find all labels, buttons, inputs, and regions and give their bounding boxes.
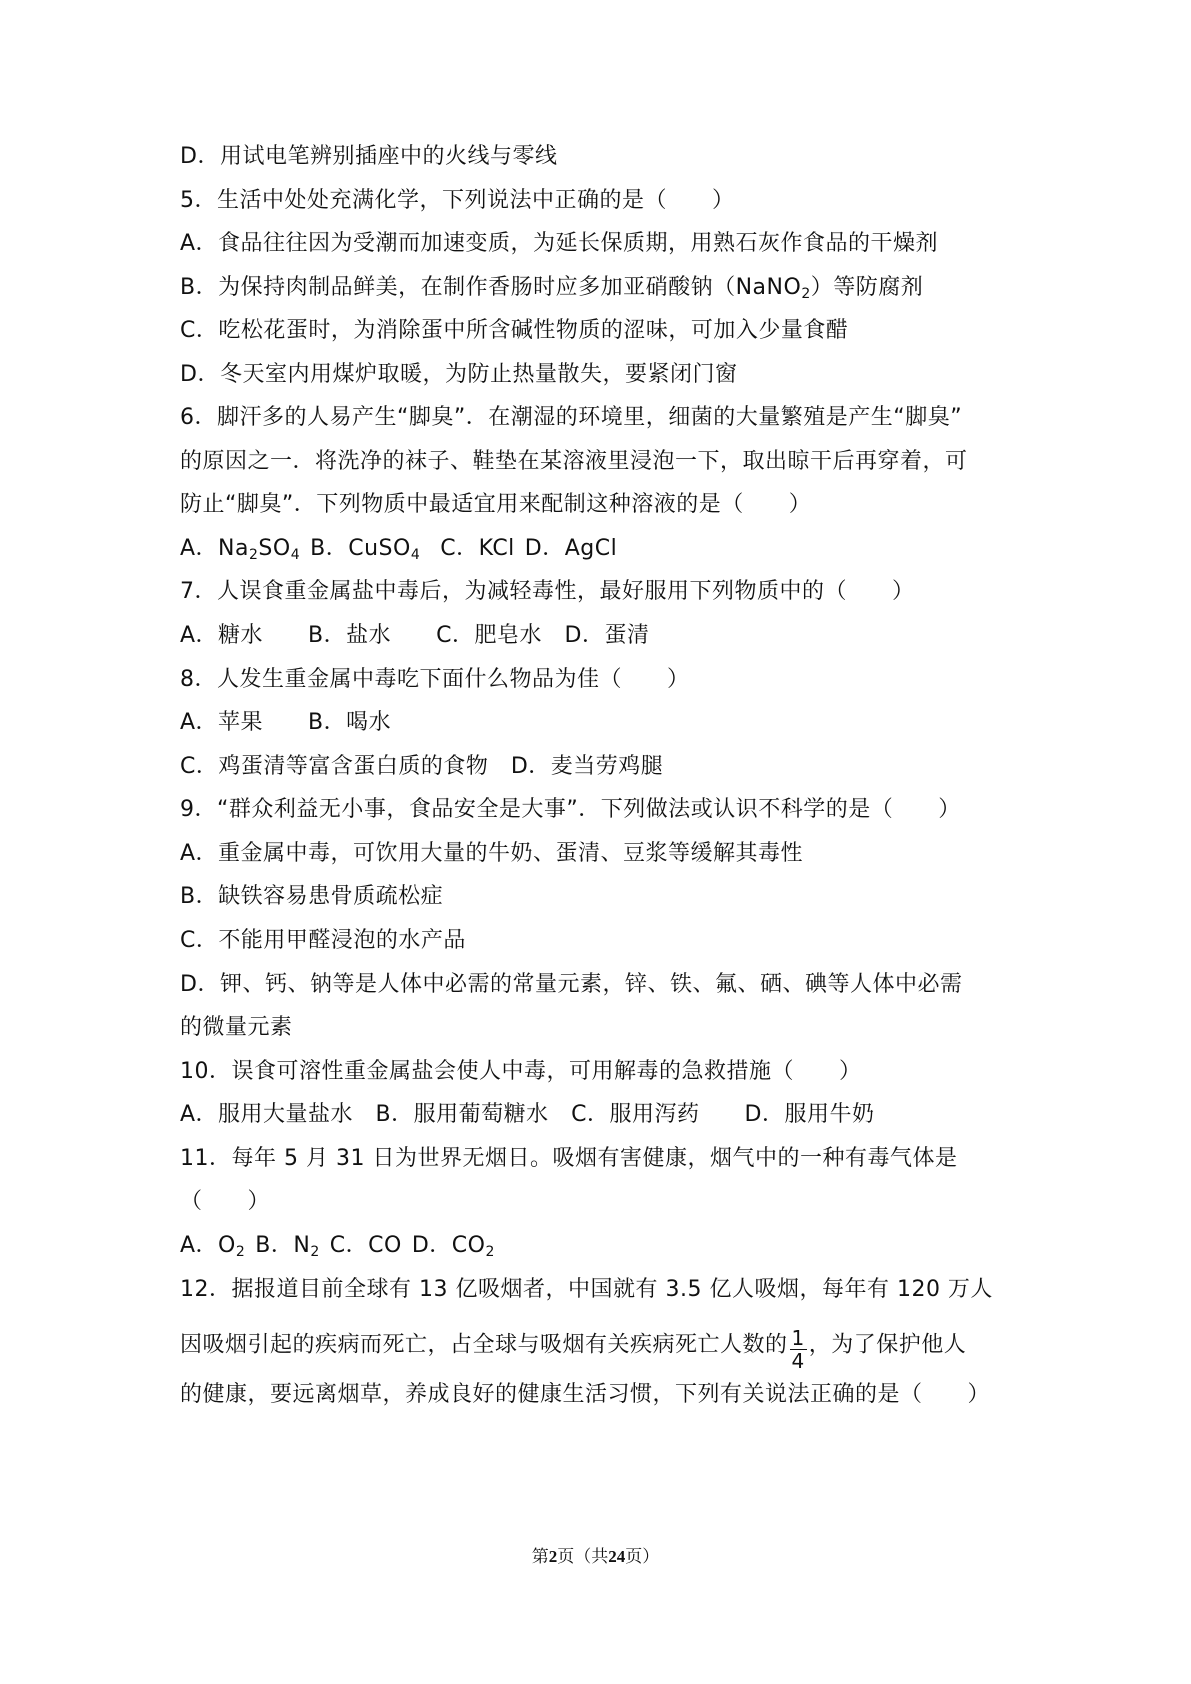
question-6-line-2: 的原因之一．将洗净的袜子、鞋垫在某溶液里浸泡一下，取出晾干后再穿着，可 [180,449,968,474]
footer-total-pages: 24 [608,1547,626,1566]
option-d-q4: D．用试电笔辨别插座中的火线与零线 [180,144,558,169]
fraction-numerator: 1 [791,1326,805,1350]
text-part: 因吸烟引起的疾病而死亡，占全球与吸烟有关疾病死亡人数的 [180,1332,788,1358]
question-9: 9．“群众利益无小事，食品安全是大事”．下列做法或认识不科学的是（ ） [180,797,961,822]
text-part: ）等防腐剂 [810,275,924,300]
question-12-line-1: 12．据报道目前全球有 13 亿吸烟者，中国就有 3.5 亿人吸烟，每年有 120 万人 [180,1277,993,1302]
subscript: 4 [290,547,301,563]
question-11-line-2: （ ） [180,1189,271,1214]
question-8-options-cd: C．鸡蛋清等富含蛋白质的食物 D．麦当劳鸡腿 [180,754,664,779]
question-10-options: A．服用大量盐水 B．服用葡萄糖水 C．服用泻药 D．服用牛奶 [180,1102,875,1127]
option-d-q9-line-1: D．钾、钙、钠等是人体中必需的常量元素，锌、铁、氟、硒、碘等人体中必需 [180,972,963,997]
option-b [255,1233,319,1258]
question-10: 10．误食可溶性重金属盐会使人中毒，可用解毒的急救措施（ ） [180,1059,862,1084]
option-d-q9-line-2: 的微量元素 [180,1015,293,1040]
fraction-one-quarter [790,1327,807,1372]
question-11-line-1: 11．每年 5 月 31 日为世界无烟日。吸烟有害健康，烟气中的一种有毒气体是 [180,1146,958,1171]
option-a-q5: A．食品往往因为受潮而加速变质，为延长保质期，用熟石灰作食品的干燥剂 [180,231,939,256]
option-text: A．O [180,1233,236,1258]
option-text: A．Na [180,536,249,561]
option-c-q5: C．吃松花蛋时，为消除蛋中所含碱性物质的涩味，可加入少量食醋 [180,318,849,343]
question-7: 7．人误食重金属盐中毒后，为减轻毒性，最好服用下列物质中的（ ） [180,579,915,604]
footer-prefix: 第 [531,1547,549,1567]
question-11-options [180,1231,1020,1261]
question-8: 8．人发生重金属中毒吃下面什么物品为佳（ ） [180,667,690,692]
option-c-q9: C．不能用甲醛浸泡的水产品 [180,928,466,953]
question-6-line-1: 6．脚汗多的人易产生“脚臭”．在潮湿的环境里，细菌的大量繁殖是产生“脚臭” [180,405,963,430]
option-text: SO [258,536,291,561]
question-6-options [180,534,1020,564]
option-text: B．CuSO [310,536,411,561]
option-b-q9: B．缺铁容易患骨质疏松症 [180,884,444,909]
option-a-q9: A．重金属中毒，可饮用大量的牛奶、蛋清、豆浆等缓解其毒性 [180,841,804,866]
option-b-q5 [180,273,1020,303]
option-a [180,536,300,561]
subscript: 2 [485,1244,495,1260]
option-d [412,1233,495,1258]
footer-suffix: 页） [625,1547,660,1567]
footer-middle: 页（共 [557,1547,609,1567]
text-part: ，为了保护他人 [808,1332,967,1358]
option-b [310,536,420,561]
option-text: D．CO [411,1233,486,1258]
question-12-line-3: 的健康，要远离烟草，养成良好的健康生活习惯，下列有关说法正确的是（ ） [180,1382,991,1407]
fraction-denominator: 4 [791,1349,805,1373]
option-text: B．N [255,1233,311,1258]
option-a [180,1233,245,1258]
question-5: 5．生活中处处充满化学，下列说法中正确的是（ ） [180,188,735,213]
question-8-options-ab: A．苹果 B．喝水 [180,710,392,735]
question-12-line-2 [180,1323,1020,1373]
subscript: 2 [249,547,259,563]
question-7-options: A．糖水 B．盐水 C．肥皂水 D．蛋清 [180,623,650,648]
option-d-q5: D．冬天室内用煤炉取暖，为防止热量散失，要紧闭门窗 [180,362,738,387]
page-footer [0,1546,1191,1568]
footer-page-number: 2 [548,1547,558,1566]
subscript: 2 [801,286,811,302]
subscript: 4 [410,547,421,563]
question-6-line-3: 防止“脚臭”．下列物质中最适宜用来配制这种溶液的是（ ） [180,492,812,517]
text-part: B．为保持肉制品鲜美，在制作香肠时应多加亚硝酸钠（NaNO [180,275,802,300]
option-d: D．AgCl [524,536,618,561]
option-c: C．CO [329,1233,402,1258]
option-c: C．KCl [440,536,515,561]
subscript: 2 [310,1244,320,1260]
subscript: 2 [235,1244,246,1260]
